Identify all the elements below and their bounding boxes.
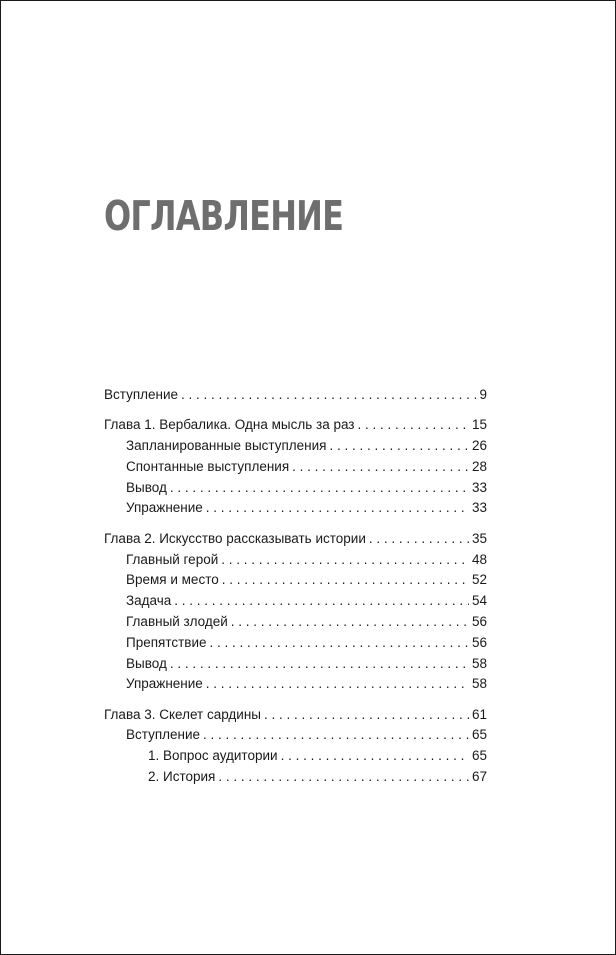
toc-entry[interactable]	[104, 769, 487, 790]
toc-entry[interactable]	[104, 676, 487, 697]
toc-entry-page: 33	[471, 479, 487, 495]
toc-leader-dots	[206, 500, 469, 515]
toc-leader-dots	[358, 417, 469, 432]
toc-entry-page: 65	[471, 748, 487, 764]
table-of-contents	[104, 387, 487, 790]
toc-leader-dots	[206, 676, 469, 691]
toc-entry[interactable]	[104, 656, 487, 677]
toc-leader-dots	[369, 531, 469, 546]
toc-entry-title: Вывод	[126, 479, 167, 495]
toc-entry-title: Препятствие	[126, 634, 207, 650]
toc-leader-dots	[231, 614, 469, 629]
toc-entry[interactable]	[104, 500, 487, 521]
toc-entry-title: Главный герой	[126, 551, 219, 567]
toc-entry[interactable]	[104, 614, 487, 635]
toc-entry[interactable]	[104, 748, 487, 769]
toc-entry-page: 35	[471, 530, 487, 546]
toc-entry-page: 9	[479, 387, 487, 402]
toc-entry-title: Упражнение	[126, 500, 203, 516]
toc-entry-page: 33	[471, 500, 487, 516]
toc-entry-title: Глава 1. Вербалика. Одна мысль за раз	[104, 417, 355, 433]
toc-entry-title: Главный злодей	[126, 613, 228, 629]
toc-entry[interactable]	[104, 531, 487, 552]
toc-entry-page: 58	[471, 655, 487, 671]
toc-entry-title: 1. Вопрос аудитории	[148, 748, 278, 764]
toc-entry-title: Вступление	[126, 727, 201, 743]
toc-entry-page: 56	[471, 634, 487, 650]
toc-entry-page: 28	[471, 458, 487, 474]
toc-entry[interactable]	[104, 572, 487, 593]
toc-leader-dots	[264, 707, 469, 722]
toc-entry[interactable]	[104, 387, 487, 408]
toc-entry-page: 52	[471, 572, 487, 588]
toc-leader-dots	[222, 572, 469, 587]
toc-entry[interactable]	[104, 459, 487, 480]
toc-entry-page: 54	[471, 593, 487, 609]
toc-leader-dots	[170, 480, 469, 495]
toc-entry-page: 48	[471, 551, 487, 567]
toc-leader-dots	[174, 593, 469, 608]
toc-entry-title: Глава 3. Скелет сардины	[104, 706, 261, 722]
toc-leader-dots	[281, 748, 469, 763]
toc-entry-title: Время и место	[126, 572, 219, 588]
toc-entry[interactable]	[104, 480, 487, 501]
toc-entry-page: 61	[471, 706, 487, 722]
toc-entry-page: 26	[471, 438, 487, 454]
toc-entry-page: 65	[471, 727, 487, 743]
toc-entry[interactable]	[104, 593, 487, 614]
toc-leader-dots	[221, 552, 469, 567]
toc-entry-title: Спонтанные выступления	[126, 458, 290, 474]
toc-entry-title: Запланированные выступления	[126, 438, 327, 454]
toc-entry[interactable]	[104, 438, 487, 459]
toc-leader-dots	[170, 656, 469, 671]
toc-entry-title: Задача	[126, 593, 172, 609]
page-title: ОГЛАВЛЕНИЕ	[104, 192, 344, 240]
toc-leader-dots	[292, 459, 469, 474]
toc-entry-page: 56	[471, 613, 487, 629]
toc-entry[interactable]	[104, 727, 487, 748]
toc-entry-page: 58	[471, 676, 487, 692]
toc-leader-dots	[218, 769, 469, 784]
toc-entry[interactable]	[104, 635, 487, 656]
toc-entry[interactable]	[104, 707, 487, 728]
toc-leader-dots	[210, 635, 469, 650]
toc-entry-title: Глава 2. Искусство рассказывать истории	[104, 530, 366, 546]
toc-entry-page: 67	[471, 769, 487, 785]
toc-leader-dots	[181, 387, 476, 402]
toc-entry[interactable]	[104, 417, 487, 438]
toc-entry-title: Вступление	[104, 387, 179, 402]
toc-entry-title: 2. История	[148, 769, 216, 785]
toc-entry-title: Вывод	[126, 655, 167, 671]
toc-entry-title: Упражнение	[126, 676, 203, 692]
toc-leader-dots	[329, 438, 468, 453]
toc-leader-dots	[203, 727, 469, 742]
toc-entry-page: 15	[471, 417, 487, 433]
toc-entry[interactable]	[104, 552, 487, 573]
